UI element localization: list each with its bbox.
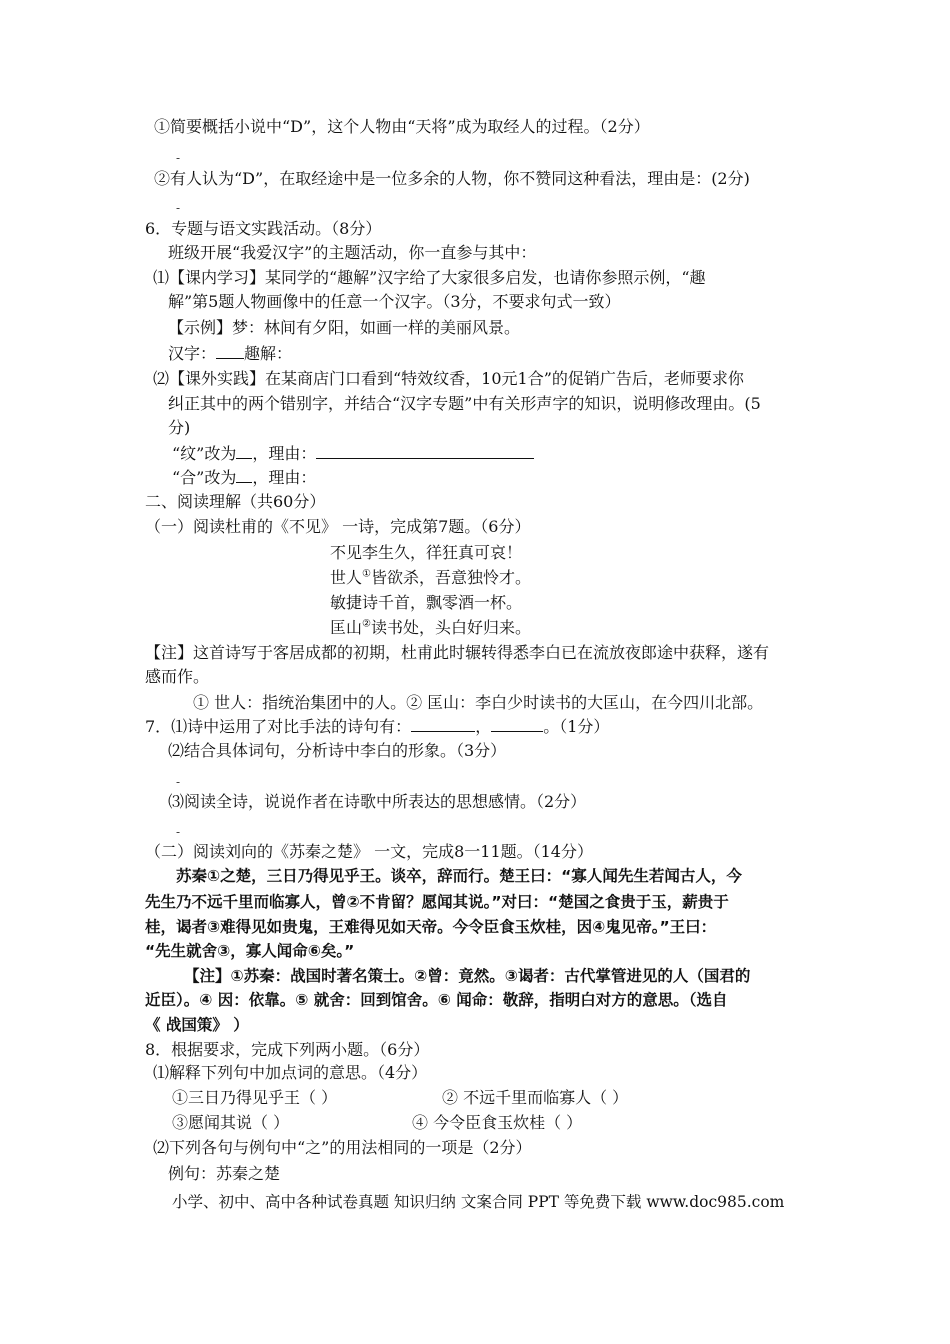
hanzi-blank[interactable] bbox=[216, 344, 244, 359]
q6-part1-line2: 解”第5题人物画像中的任意一个汉字。（3分，不要求句式一致） bbox=[168, 292, 621, 311]
q6-fix2 bbox=[172, 468, 316, 488]
q7-part2: ⑵结合具体词句，分析诗中李白的形象。（3分） bbox=[168, 741, 507, 760]
hanzi-label: 汉字： bbox=[168, 344, 217, 363]
poem-note-line1: 【注】这首诗写于客居成都的初期，杜甫此时辗转得悉李白已在流放夜郎途中获释，遂有 bbox=[145, 643, 770, 662]
q6-part2-line1: ⑵【课外实践】在某商店门口看到“特效纹香，10元1合”的促销广告后，老师要求你 bbox=[153, 369, 744, 388]
q6-title: 6．专题与语文实践活动。（8分） bbox=[145, 219, 382, 238]
passage-note-line2: 近臣）。④ 因：依靠。⑤ 就舍：回到馆舍。⑥ 闻命：敬辞，指明白对方的意思。（选自 bbox=[145, 991, 728, 1009]
page-footer: 小学、初中、高中各种试卷真题 知识归纳 文案合同 PPT 等免费下载 www.doc985.com bbox=[172, 1193, 785, 1211]
footnote-mark: ① bbox=[362, 568, 371, 580]
poem-note-line3: ① 世人：指统治集团中的人。② 匡山：李白少时读书的大匡山，在今四川北部。 bbox=[193, 693, 764, 712]
q7-p1-suffix: 。（1分） bbox=[543, 717, 610, 736]
q6-example: 【示例】梦：林间有夕阳，如画一样的美丽风景。 bbox=[168, 318, 521, 337]
fix1-reason-label: ，理由： bbox=[252, 444, 317, 463]
passage-line2: 先生乃不远千里而临寡人，曾②不肯留？愿闻其说。”对曰：“楚国之食贵于玉，薪贵于 bbox=[145, 893, 729, 911]
passage-note-line1: 【注】①苏秦：战国时著名策士。②曾：竟然。③谒者：古代掌管进见的人（国君的 bbox=[184, 967, 751, 985]
answer-dash: - bbox=[176, 201, 181, 215]
q8-example: 例句：苏秦之楚 bbox=[168, 1164, 281, 1183]
passage-line4: “先生就舍③，寡人闻命⑥矣。” bbox=[145, 942, 355, 960]
q7-blank1[interactable] bbox=[411, 717, 475, 732]
q7-part3: ⑶阅读全诗，说说作者在诗歌中所表达的思想感情。（2分） bbox=[168, 792, 587, 811]
fix2-blank[interactable] bbox=[236, 468, 252, 483]
q7-p1-label: 7．⑴诗中运用了对比手法的诗句有： bbox=[145, 717, 412, 736]
footnote-mark: ② bbox=[362, 618, 371, 630]
fix1-reason-blank[interactable] bbox=[316, 444, 534, 459]
poem-note-line2: 感而作。 bbox=[145, 667, 210, 686]
q8-part1: ⑴解释下列句中加点词的意思。（4分） bbox=[153, 1063, 428, 1082]
q6-part2-line2: 纠正其中的两个错别字，并结合“汉字专题”中有关形声字的知识，说明修改理由。(5 bbox=[168, 394, 761, 413]
poem-line2-a: 世人 bbox=[330, 568, 363, 587]
fix1-label: “纹”改为 bbox=[172, 444, 237, 463]
answer-dash: - bbox=[176, 151, 181, 165]
fix1-blank[interactable] bbox=[236, 444, 252, 459]
fix2-reason-label: ，理由： bbox=[252, 468, 317, 487]
q8-part2: ⑵下列各句与例句中“之”的用法相同的一项是（2分） bbox=[153, 1138, 532, 1157]
section2-title: 二、阅读理解（共60分） bbox=[145, 492, 326, 511]
poem-line3: 敏捷诗千首，飘零酒一杯。 bbox=[330, 593, 523, 612]
part1-title: （一）阅读杜甫的《不见》 一诗，完成第7题。（6分） bbox=[145, 517, 531, 536]
q8-item4: ④ 今令臣食玉炊桂（ ） bbox=[412, 1113, 583, 1132]
poem-line1: 不见李生久，徉狂真可哀！ bbox=[330, 543, 523, 562]
poem-line4-b: 读书处，头白好归来。 bbox=[370, 618, 531, 637]
poem-line2-b: 皆欲杀，吾意独怜才。 bbox=[370, 568, 531, 587]
passage-line3: 桂，谒者③难得见如贵鬼，王难得见如天帝。今令臣食玉炊桂，因④鬼见帝。”王曰： bbox=[145, 918, 717, 936]
fix2-label: “合”改为 bbox=[172, 468, 237, 487]
answer-dash: - bbox=[176, 775, 181, 789]
q6-answer-line bbox=[168, 344, 292, 364]
poem-line4 bbox=[330, 618, 531, 638]
q5-sub1: ①简要概括小说中“D”，这个人物由“天将”成为取经人的过程。（2分） bbox=[154, 117, 650, 136]
qujie-label: 趣解： bbox=[244, 344, 293, 363]
q6-part2-line3: 分) bbox=[168, 418, 191, 437]
q6-intro: 班级开展“我爱汉字”的主题活动，你一直参与其中： bbox=[168, 243, 537, 262]
passage-line1: 苏秦①之楚，三日乃得见乎王。谈卒，辞而行。楚王曰：“寡人闻先生若闻古人，今 bbox=[176, 867, 742, 885]
q7-comma: ， bbox=[475, 717, 492, 736]
passage-note-line3: 《 战国策》 ） bbox=[145, 1016, 249, 1034]
part2-title: （二）阅读刘向的《苏秦之楚》 一文，完成8一11题。（14分） bbox=[145, 842, 593, 861]
q6-fix1 bbox=[172, 444, 534, 464]
q7-part1 bbox=[145, 717, 609, 737]
q6-part1-line1: ⑴【课内学习】某同学的“趣解”汉字给了大家很多启发，也请你参照示例，“趣 bbox=[153, 268, 706, 287]
q8-title: 8．根据要求，完成下列两小题。（6分） bbox=[145, 1040, 430, 1059]
q5-sub2: ②有人认为“D”，在取经途中是一位多余的人物，你不赞同这种看法，理由是：(2分) bbox=[154, 169, 750, 188]
answer-dash: - bbox=[176, 825, 181, 839]
poem-line2 bbox=[330, 568, 531, 588]
q8-item2: ② 不远千里而临寡人（ ） bbox=[442, 1088, 629, 1107]
q8-item1: ①三日乃得见乎王（ ） bbox=[172, 1088, 338, 1107]
q7-blank2[interactable] bbox=[491, 717, 543, 732]
q8-item3: ③愿闻其说（ ） bbox=[172, 1113, 290, 1132]
poem-line4-a: 匡山 bbox=[330, 618, 363, 637]
